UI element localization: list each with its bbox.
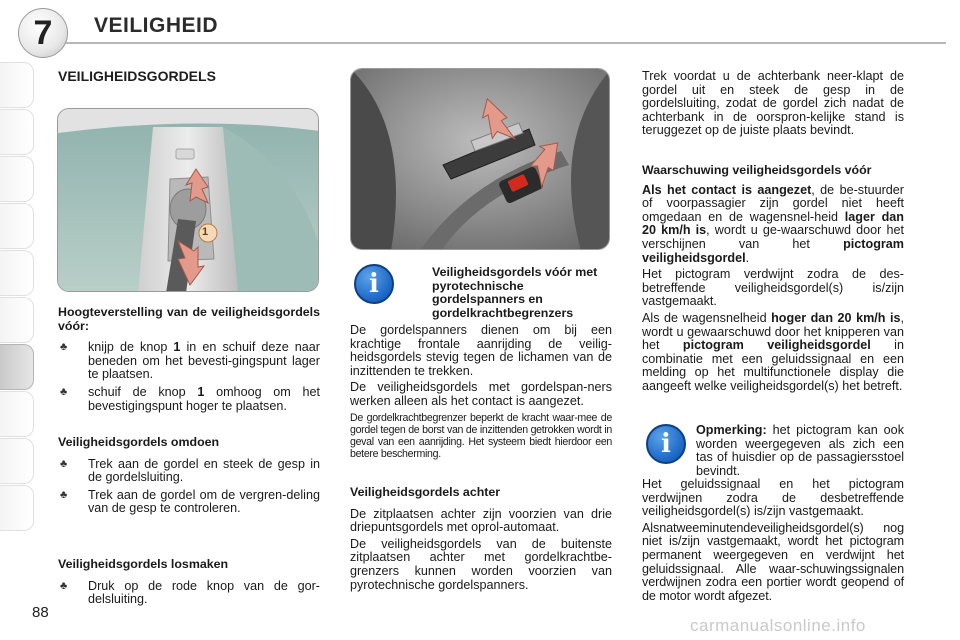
release-block <box>58 558 320 611</box>
bullet-icon: ♣ <box>60 579 68 592</box>
note-label: Opmerking: <box>696 423 767 437</box>
chapter-title: VEILIGHEID <box>94 14 219 37</box>
chapter-tab[interactable] <box>0 438 34 484</box>
section-title: VEILIGHEIDSGORDELS <box>58 68 216 84</box>
info-icon: i <box>646 424 686 464</box>
page-number: 88 <box>32 604 49 621</box>
note-text: het pictogram kan ook worden weergegeven als zich een tas of huisdier op de passagiersstoel bevindt. <box>696 423 904 478</box>
chapter-tab[interactable] <box>0 297 34 343</box>
list-item: ♣ schuif de knop 1 omhoog om het bevestigingspunt hoger te plaatsen. <box>60 384 320 413</box>
chapter-tab[interactable] <box>0 203 34 249</box>
belt-height-adjuster-photo <box>57 108 319 292</box>
final-block <box>642 478 904 605</box>
bullet-icon: ♣ <box>60 488 68 501</box>
fasten-block <box>58 436 320 520</box>
rear-p1: De zitplaatsen achter zijn voorzien van drie driepuntsgordels met oprol-automaat. <box>350 506 612 535</box>
height-adjust-block <box>58 306 320 417</box>
fasten-heading: Veiligheidsgordels omdoen <box>58 435 220 449</box>
warning-block <box>642 164 904 396</box>
chapter-tab[interactable] <box>0 62 34 108</box>
warning-p3: Als de wagensnelheid hoger dan 20 km/h is, wordt u gewaarschuwd door het knipperen van het pictogram veiligheidsgordel in combinatie met een geluidssignaal en een melding op het multifunctionele display die aangeeft welke veiligheidsgordel(s) het betreft. <box>642 310 904 393</box>
chapter-tab-bar <box>0 62 34 582</box>
callout-label-1: 1 <box>202 226 209 238</box>
chapter-number-badge <box>18 8 68 58</box>
chapter-tab-active[interactable] <box>0 344 34 390</box>
chapter-tab[interactable] <box>0 391 34 437</box>
pretensioner-block <box>350 324 612 462</box>
chapter-number: 7 <box>33 13 53 52</box>
watermark: carmanualsonline.info <box>690 616 866 635</box>
pretensioner-heading: Veiligheidsgordels vóór met pyrotechnische gordelspanners en gordelkrachtbegrenzers <box>432 265 598 320</box>
chapter-tab[interactable] <box>0 485 34 531</box>
final-p1: Het geluidssignaal en het pictogram verdwijnen zodra de desbetreffende veiligheidsgordel(s) is/zijn vastgemaakt. <box>642 477 904 519</box>
warning-p1: Als het contact is aangezet, de be-stuurder of voorpassagier zijn gordel niet heeft omgedaan en de wagensnel-heid lager dan 20 km/h is, wordt u ge-waarschuwd door het verschijnen van het pictogram veiligheidsgordel. <box>642 182 904 265</box>
note-block <box>696 424 904 478</box>
list-item: ♣ knijp de knop 1 in en schuif deze naar beneden om het bevesti-gingspunt lager te plaatsen. <box>60 340 320 382</box>
bullet-icon: ♣ <box>60 385 68 398</box>
chapter-tab[interactable] <box>0 250 34 296</box>
warning-heading: Waarschuwing veiligheidsgordels vóór <box>642 163 872 177</box>
rear-heading: Veiligheidsgordels achter <box>350 485 501 499</box>
pretensioner-p2: De veiligheidsgordels met gordelspan-ners werken alleen als het contact is aangezet. <box>350 380 612 408</box>
height-adjust-heading: Hoogteverstelling van de veiligheidsgordels vóór: <box>58 305 320 333</box>
chapter-tab[interactable] <box>0 156 34 202</box>
pretensioner-p1: De gordelspanners dienen om bij een krachtige frontale aanrijding de veilig-heidsgordels stevig tegen de lichamen van de inzittenden te trekken. <box>350 323 612 378</box>
bullet-icon: ♣ <box>60 341 68 354</box>
final-p2: Alsnatweeminutendeveiligheidsgordel(s) nog niet is/zijn vastgemaakt, wordt het pictogram permanent weergegeven en verdwijnt het geluidssignaal. Alle waar-schuwingssignalen verdwijnen zodra een portier wordt geopend of de motor wordt afgezet. <box>642 520 904 603</box>
list-item: ♣ Druk op de rode knop van de gor-delsluiting. <box>60 578 320 607</box>
warning-p2: Het pictogram verdwijnt zodra de des-betreffende veiligheidsgordel(s) is/zijn vastgemaakt. <box>642 267 904 309</box>
pretensioner-p3: De gordelkrachtbegrenzer beperkt de kracht waar-mee de gordel tegen de borst van de inzittenden getrokken wordt in geval van een aanrijding. Het systeem biedt hierdoor een betere bescherming. <box>350 411 612 461</box>
rear-bench-intro: Trek voordat u de achterbank neer-klapt de gordel uit en steek de gesp in de gordelsluiting, zodat de gordel zich nadat de achterbank in de oorspron-kelijke stand is teruggezet op de juiste plaats bevindt. <box>642 69 904 138</box>
header-rule <box>66 42 946 44</box>
info-icon: i <box>354 264 394 304</box>
rear-p2: De veiligheidsgordels van de buitenste zitplaatsen achter met gordelkrachtbe-grenzers kunnen worden voorzien van pyrotechnische gordelspanners. <box>350 536 612 592</box>
bullet-icon: ♣ <box>60 457 68 470</box>
list-item: ♣ Trek aan de gordel om de vergren-deling van de gesp te controleren. <box>60 487 320 516</box>
release-heading: Veiligheidsgordels losmaken <box>58 557 229 571</box>
seatbelt-buckle-photo <box>350 68 610 250</box>
chapter-tab[interactable] <box>0 109 34 155</box>
rear-block <box>350 486 612 594</box>
list-item: ♣ Trek aan de gordel en steek de gesp in de gordelsluiting. <box>60 456 320 485</box>
